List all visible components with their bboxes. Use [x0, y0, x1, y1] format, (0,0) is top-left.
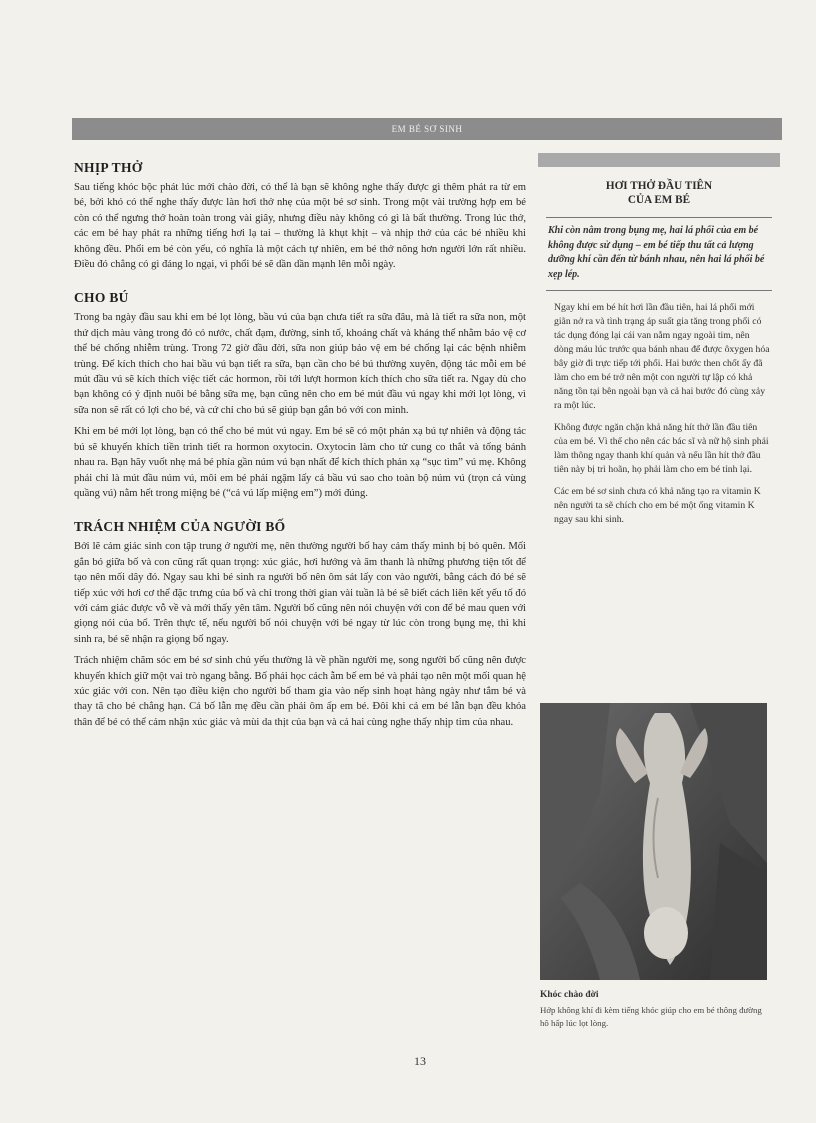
main-column: [74, 160, 526, 736]
paragraph: Bởi lẽ cảm giác sinh con tập trung ở người mẹ, nên thường người bố hay cảm thấy mình bị bỏ quên. Mối gắn bó giữa bố và con cũng rất quan trọng: xúc giác, hơi hướng và âm thanh là những phương tiện tốt để tạo nên mối dây đó. Ngay sau khi bé sinh ra người bố nên ôm sát lấy con vào người, bằng cách đó bé sẽ tiếp xúc với hơi cơ thể đặc trưng của bố và chỉ trong thời gian vài tuần là bé sẽ biết cách liên kết yếu tố đó với cảm giác được vỗ về và mới thấy yên tâm. Người bố cũng nên nói chuyện với con để bé mau quen với giọng nói của bố. Trên thực tế, nếu người bố nói chuyện với bé ngay từ lúc còn trong bụng mẹ, thì khi sinh ra, bé sẽ nhận ra giọng bố ngay.: [74, 541, 526, 645]
sidebar-paragraph: Không được ngăn chặn khả năng hít thở lần đầu tiên của em bé. Vì thế cho nên các bác sĩ và nữ hộ sinh phải làm thông ngay thanh khí quản và nếu lần hít thở đầu tiên này bị trì hoãn, họ phải làm cho em bé tỉnh lại.: [554, 422, 769, 475]
divider: [546, 290, 772, 291]
sidebar-title: [538, 179, 780, 207]
newborn-photo-illustration: [540, 703, 767, 980]
paragraph: Sau tiếng khóc bộc phát lúc mới chào đời, có thể là bạn sẽ không nghe thấy được gì thêm phát ra từ em bé, bởi khó có thể nghe thấy được làn hơi thở nhẹ của một bé sơ sinh. Trong một vài trường hợp em bé còn có thể ngưng thở hoàn toàn trong vài giây, nhưng điều này không có gì là bất thường. Trong lúc thở, các em bé hay phát ra những tiếng hơi lạ tai – thường là khụt khịt – và nhịp thở của các bé nhiều khi không đều. Phổi em bé còn yếu, có nghĩa là một cách tự nhiên, em bé thở nông hơn người lớn rất nhiều. Điều đó chẳng có gì đáng lo ngại, vì phổi bé sẽ dần dần mạnh lên mỗi ngày.: [74, 182, 526, 271]
sidebar-header-bar: [538, 153, 780, 167]
sidebar-title-line2: CỦA EM BÉ: [627, 194, 691, 206]
sidebar-title-line1: HƠI THỞ ĐẦU TIÊN: [605, 180, 713, 192]
newborn-photo: [540, 703, 767, 980]
section-title-feeding: CHO BÚ: [74, 290, 129, 306]
paragraph: Trách nhiệm chăm sóc em bé sơ sinh chủ yếu thường là về phần người mẹ, song người bố cũng nên được khuyến khích giữ một vai trò ngang bằng. Bố phải học cách ẵm bế em bé và phải tạo nên một mối quan hệ xúc giác với con. Nên tạo điều kiện cho người bố tham gia vào nếp sinh hoạt hàng ngày như tắm bé và thay tã cho bé chẳng hạn. Cả bố lẫn mẹ đều cần phải ôm ấp em bé. Đôi khi cả em bé lẫn bạn đều khỏa thân để bé có thể cảm nhận xúc giác và mùi da thịt của bạn và cả hai cùng nghe thấy nhịp tim của nhau.: [74, 655, 526, 728]
paragraph: Khi em bé mới lọt lòng, bạn có thể cho bé mút vú ngay. Em bé sẽ có một phản xạ bú tự nhiên và động tác bú sẽ khuyến khích tiền trình tiết ra hormon oxytocin. Oxytocin làm cho tử cung co thắt và tống bánh nhau ra. Bạn hãy vuốt nhẹ má bé phía gần núm vú bạn nhất để kích thích phản xạ “sục tìm” vú mẹ. Không phải chỉ là mút đầu núm vú, môi em bé phải ngậm lấy cả bầu vú sao cho toàn bộ núm vú (trọn cả vùng quầng vú) nằm hết trong miệng bé (“cả vú lấp miệng em”) mới đúng.: [74, 426, 526, 499]
divider: [546, 217, 772, 218]
sidebar-intro: Khi còn nằm trong bụng mẹ, hai lá phổi của em bé không được sử dụng – em bé tiếp thu tất cả lượng dưỡng khí cần đến từ bánh nhau, nên hai lá phổi bé xẹp lép.: [548, 225, 765, 280]
paragraph: Trong ba ngày đầu sau khi em bé lọt lòng, bầu vú của bạn chưa tiết ra sữa đâu, mà là tiết ra sữa non, một thứ dịch màu vàng trong đó có nước, chất đạm, đường, sinh tố, khoáng chất và kháng thể nhằm bảo vệ cơ thể bé chống nhiễm trùng. Trong 72 giờ đầu đời, sữa non giúp bảo vệ em bé chống lại các bệnh nhiễm trùng. Để kích thích cho hai bầu vú bạn tiết ra sữa, bạn cần cho bé bú thường xuyên, động tác mỗi em bé mút đầu vú sẽ kích thích việc tiết các hormon, rồi tới lượt hormon kích thích cho sữa tiết ra. Ngay dù cho bạn không có ý định nuôi bé bằng sữa mẹ, bạn cũng nên cho em bé mút đầu vú ngay khi mới lọt lòng, vì sữa non sẽ rất có lợi cho bé, và cứ chỉ cho bú sẽ giúp bạn gắn bó với con mình.: [74, 312, 526, 416]
figure-caption-text: Hớp không khí đi kèm tiếng khóc giúp cho em bé thông đường hô hấp lúc lọt lòng.: [540, 1005, 762, 1028]
sidebar-paragraph: Ngay khi em bé hít hơi lần đầu tiên, hai lá phổi mới giãn nở ra và tình trạng áp suất gia tăng trong phổi có tác dụng đóng lại cái van nằm ngay ngoài tim, nên dòng máu lúc trước qua bánh nhau để được ôxygen hóa bây giờ đi trực tiếp tới phổi. Hai bước then chốt ấy đã làm cho em bé trở nên một con người tự lập có khả năng tồn tại bên ngoài bạn và cả hai bước đó cùng xảy ra một lúc.: [554, 302, 770, 411]
page-number: 13: [414, 1054, 426, 1068]
section-title-father: TRÁCH NHIỆM CỦA NGƯỜI BỐ: [74, 519, 286, 535]
section-title-breathing: NHỊP THỞ: [74, 160, 143, 175]
sidebar-box: [538, 153, 780, 535]
figure-caption-title: Khóc chào đời: [540, 990, 599, 1000]
chapter-header-bar: [72, 118, 782, 140]
chapter-title: EM BÉ SƠ SINH: [391, 124, 463, 134]
sidebar-paragraph: Các em bé sơ sinh chưa có khả năng tạo ra vitamin K nên người ta sẽ chích cho em bé một ống vitamin K ngay sau khi sinh.: [554, 486, 761, 525]
